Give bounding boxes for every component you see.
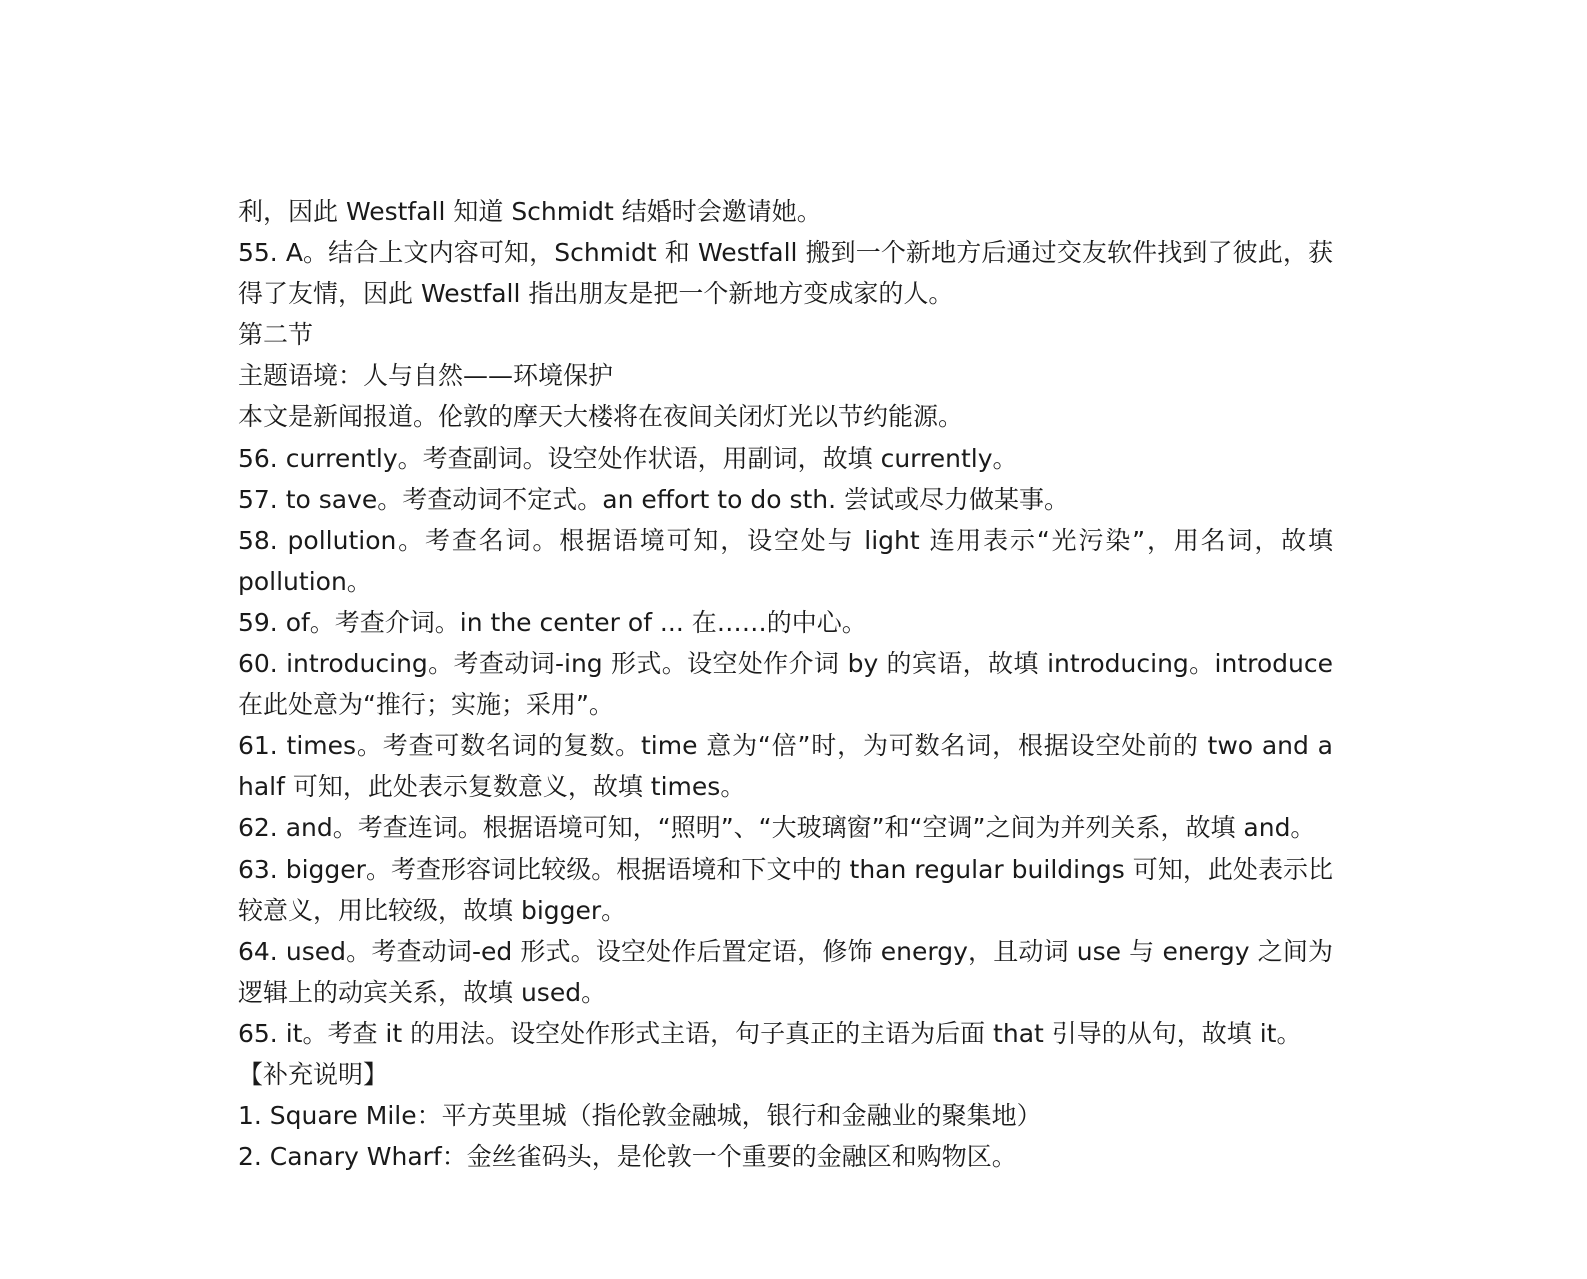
answer-60: 60. introducing。考查动词-ing 形式。设空处作介词 by 的宾语，故填 introducing。introduce 在此处意为“推行；实施；采用”。 — [238, 649, 1333, 720]
answer-63: 63. bigger。考查形容词比较级。根据语境和下文中的 than regular buildings 可知，此处表示比较意义，用比较级，故填 bigger。 — [238, 854, 1333, 925]
supplement-heading: 【补充说明】 — [238, 1059, 389, 1089]
supplement-note-2: 2. Canary Wharf：金丝雀码头，是伦敦一个重要的金融区和购物区。 — [238, 1142, 1017, 1172]
answer-62: 62. and。考查连词。根据语境可知，“照明”、“大玻璃窗”和“空调”之间为并列关系，故填 and。 — [238, 813, 1316, 843]
paragraph-continuation: 利，因此 Westfall 知道 Schmidt 结婚时会邀请她。 — [238, 197, 822, 226]
theme-context: 主题语境：人与自然——环境保护 — [238, 361, 614, 391]
answer-58: 58. pollution。考查名词。根据语境可知，设空处与 light 连用表示“光污染”，用名词，故填 pollution。 — [238, 525, 1333, 596]
answer-57: 57. to save。考查动词不定式。an effort to do sth. 尝试或尽力做某事。 — [238, 484, 1070, 514]
answer-65: 65. it。考查 it 的用法。设空处作形式主语，句子真正的主语为后面 that 引导的从句，故填 it。 — [238, 1018, 1302, 1048]
answer-56: 56. currently。考查副词。设空处作状语，用副词，故填 currently。 — [238, 443, 1018, 473]
section-heading: 第二节 — [238, 320, 314, 350]
answer-64: 64. used。考查动词-ed 形式。设空处作后置定语，修饰 energy，且动词 use 与 energy 之间为逻辑上的动宾关系，故填 used。 — [238, 936, 1333, 1007]
answer-59: 59. of。考查介词。in the center of ... 在……的中心。 — [238, 607, 867, 637]
answer-55: 55. A。结合上文内容可知，Schmidt 和 Westfall 搬到一个新地方后通过交友软件找到了彼此，获得了友情，因此 Westfall 指出朋友是把一个新地方变成家的人。 — [238, 238, 1333, 309]
supplement-note-1: 1. Square Mile：平方英里城（指伦敦金融城，银行和金融业的聚集地） — [238, 1101, 1042, 1131]
answer-explanation-text — [238, 191, 1333, 1177]
answer-61: 61. times。考查可数名词的复数。time 意为“倍”时，为可数名词，根据设空处前的 two and a half 可知，此处表示复数意义，故填 times。 — [238, 731, 1333, 802]
passage-summary: 本文是新闻报道。伦敦的摩天大楼将在夜间关闭灯光以节约能源。 — [238, 402, 964, 432]
